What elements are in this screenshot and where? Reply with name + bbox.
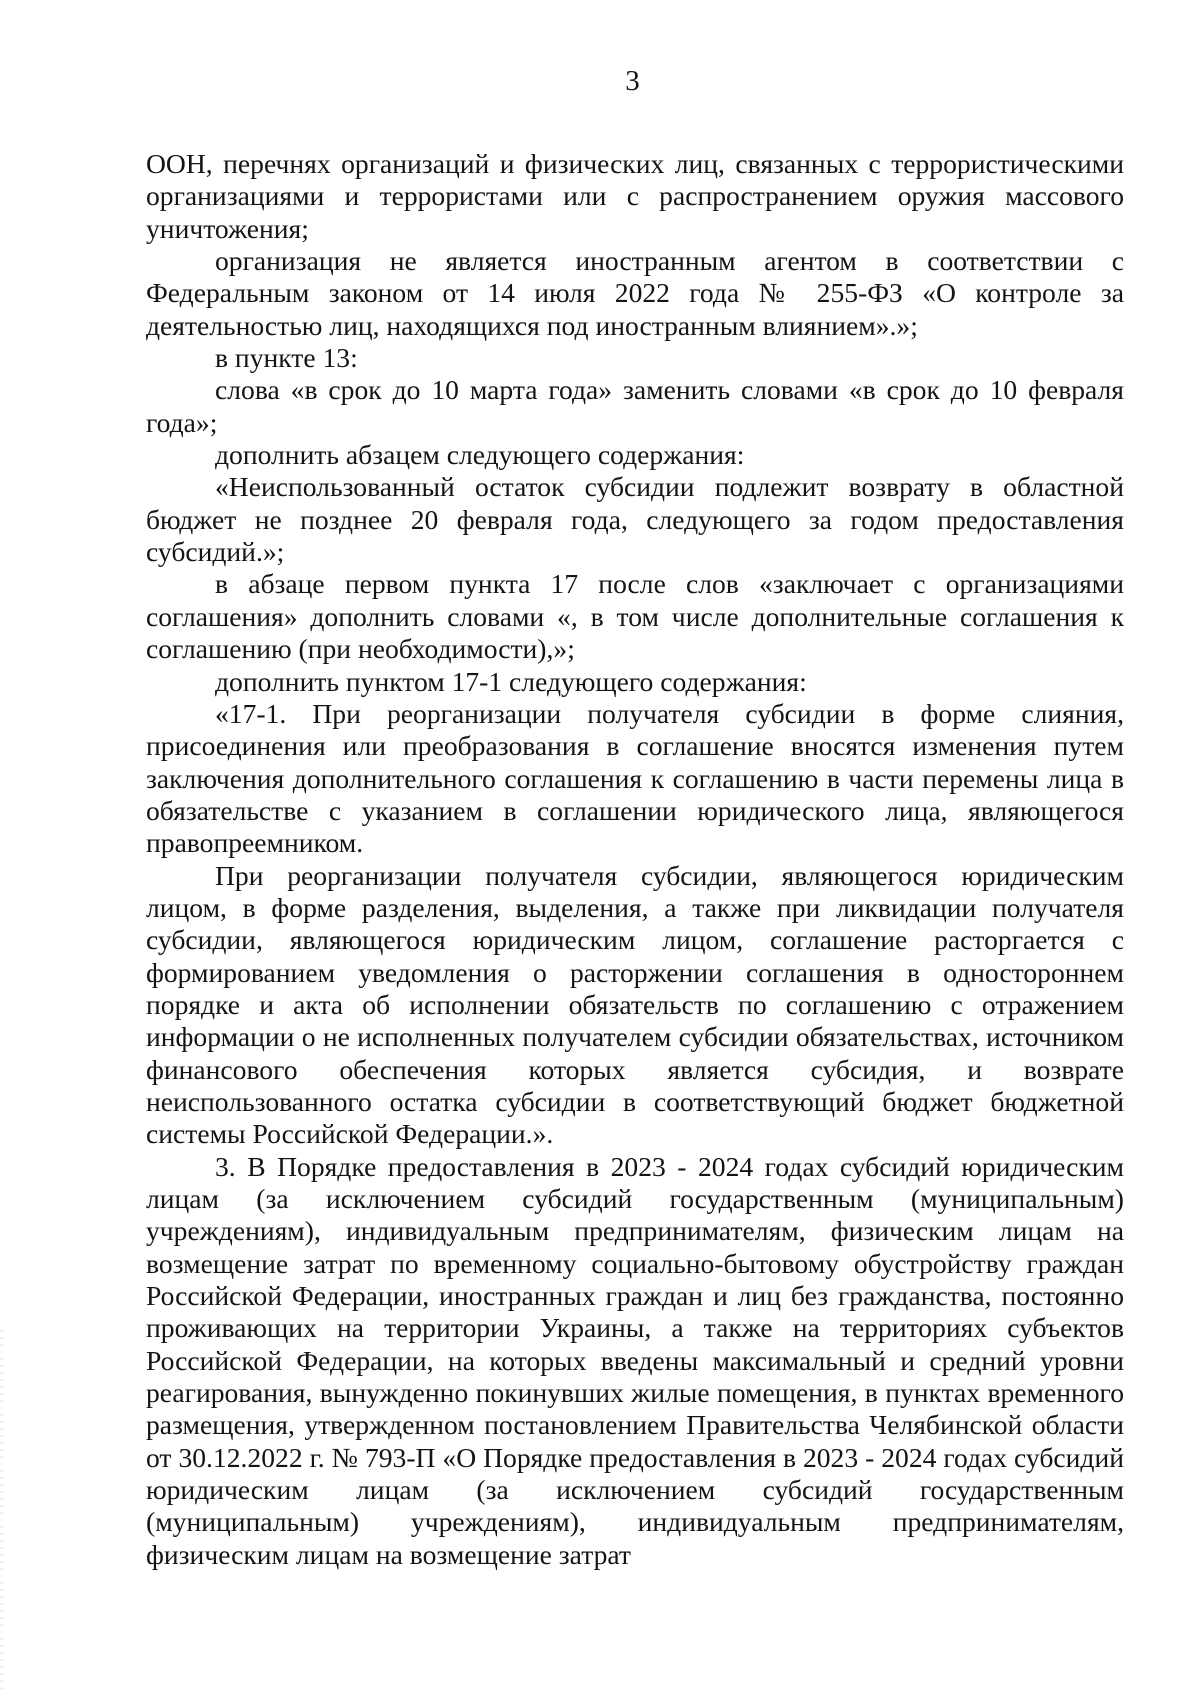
paragraph: дополнить абзацем следующего содержания:: [215, 439, 745, 471]
paragraph: в пункте 13:: [215, 342, 358, 374]
paragraph: 3. В Порядке предоставления в 2023 - 2024 годах субсидий юридическим лицам (за исключением субсидий государственным (муниципальным) учреждениям), индивидуальным предпринимателям, физическим лицам на возмещение затрат по временному социально-бытовому обустройству граждан Российской Федерации, иностранных граждан и лиц без гражданства, постоянно проживающих на территории Украины, а также на территориях субъектов Российской Федерации, на которых введены максимальный и средний уровни реагирования, вынужденно покинувших жилые помещения, в пунктах временного размещения, утвержденном постановлением Правительства Челябинской области от 30.12.2022 г. № 793-П «О Порядке предоставления в 2023 - 2024 годах субсидий юридическим лицам (за исключением субсидий государственным (муниципальным) учреждениям), индивидуальным предпринимателям, физическим лицам на возмещение затрат: [146, 1150, 1124, 1570]
page-number: 3: [625, 65, 640, 97]
document-body: [146, 148, 1124, 1571]
paragraph: дополнить пунктом 17-1 следующего содержания:: [215, 665, 807, 697]
paragraph: слова «в срок до 10 марта года» заменить словами «в срок до 10 февраля года»;: [146, 374, 1124, 438]
paragraph: организация не является иностранным агентом в соответствии с Федеральным законом от 14 июля 2022 года № 255-ФЗ «О контроле за деятельностью лиц, находящихся под иностранным влиянием».»;: [146, 245, 1124, 341]
scan-edge-marks: [0, 1330, 4, 1690]
paragraph: в абзаце первом пункта 17 после слов «заключает с организациями соглашения» дополнить словами «, в том числе дополнительные соглашения к соглашению (при необходимости),»;: [146, 568, 1124, 665]
paragraph: «Неиспользованный остаток субсидии подлежит возврату в областной бюджет не позднее 20 февраля года, следующего за годом предоставления субсидий.»;: [146, 471, 1124, 568]
paragraph: ООН, перечнях организаций и физических лиц, связанных с террористическими организациями и террористами или с распространением оружия массового уничтожения;: [146, 148, 1124, 244]
paragraph: «17-1. При реорганизации получателя субсидии в форме слияния, присоединения или преобразования в соглашение вносятся изменения путем заключения дополнительного соглашения к соглашению в части перемены лица в обязательстве с указанием в соглашении юридического лица, являющегося правопреемником.: [146, 697, 1124, 859]
paragraph: При реорганизации получателя субсидии, являющегося юридическим лицом, в форме разделения, выделения, а также при ликвидации получателя субсидии, являющегося юридическим лицом, соглашение расторгается с формированием уведомления о расторжении соглашения в одностороннем порядке и акта об исполнении обязательств по соглашению с отражением информации о не исполненных получателем субсидии обязательствах, источником финансового обеспечения которых является субсидия, и возврате неиспользованного остатка субсидии в соответствующий бюджет бюджетной системы Российской Федерации.».: [146, 859, 1124, 1150]
